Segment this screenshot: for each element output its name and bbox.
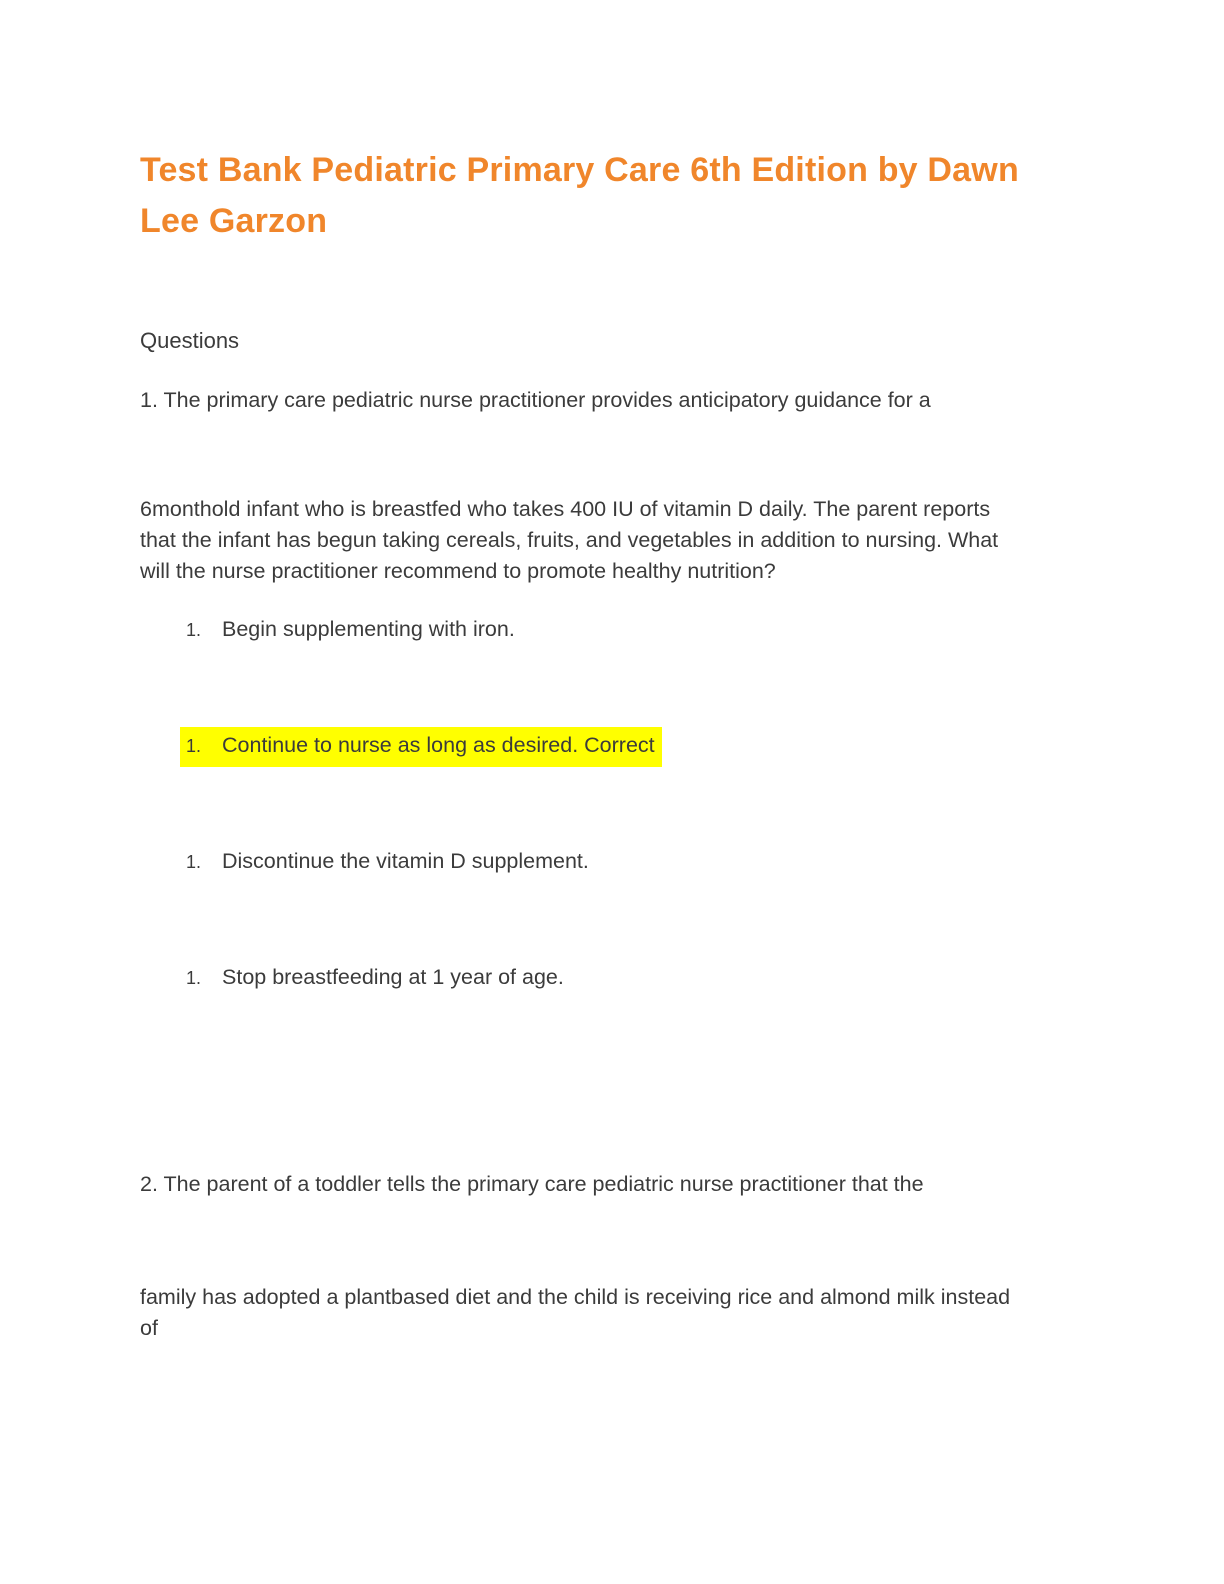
answer-content	[180, 843, 596, 883]
answer-number: 1.	[186, 620, 202, 640]
answer-text: Begin supplementing with iron.	[222, 617, 515, 641]
answer-item	[140, 727, 1044, 767]
answer-content-correct	[180, 727, 662, 767]
answer-text: Continue to nurse as long as desired. Correct	[222, 733, 655, 757]
section-heading-questions: Questions	[140, 328, 240, 353]
answer-content	[180, 959, 571, 999]
answer-text: Stop breastfeeding at 1 year of age.	[222, 965, 564, 989]
answer-item	[140, 611, 1044, 651]
answer-number: 1.	[186, 736, 202, 756]
answer-text: Discontinue the vitamin D supplement.	[222, 849, 589, 873]
answer-number: 1.	[186, 852, 202, 872]
answer-item	[140, 959, 1044, 999]
answer-content	[180, 611, 522, 651]
question-2-intro: 2. The parent of a toddler tells the primary care pediatric nurse practitioner that the	[140, 1172, 924, 1196]
question-1-answer-list	[140, 611, 1044, 999]
question-1-intro: 1. The primary care pediatric nurse practitioner provides anticipatory guidance for a	[140, 388, 931, 412]
answer-number: 1.	[186, 968, 202, 988]
question-2-body: family has adopted a plantbased diet and the child is receiving rice and almond milk instead of	[140, 1285, 1011, 1340]
question-1-body: 6monthold infant who is breastfed who takes 400 IU of vitamin D daily. The parent reports that the infant has begun taking cereals, fruits, and vegetables in addition to nursing. What will the nurse practitioner recommend to promote healthy nutrition?	[140, 497, 999, 583]
answer-item	[140, 843, 1044, 883]
document-title: Test Bank Pediatric Primary Care 6th Edition by Dawn Lee Garzon	[140, 151, 1019, 240]
